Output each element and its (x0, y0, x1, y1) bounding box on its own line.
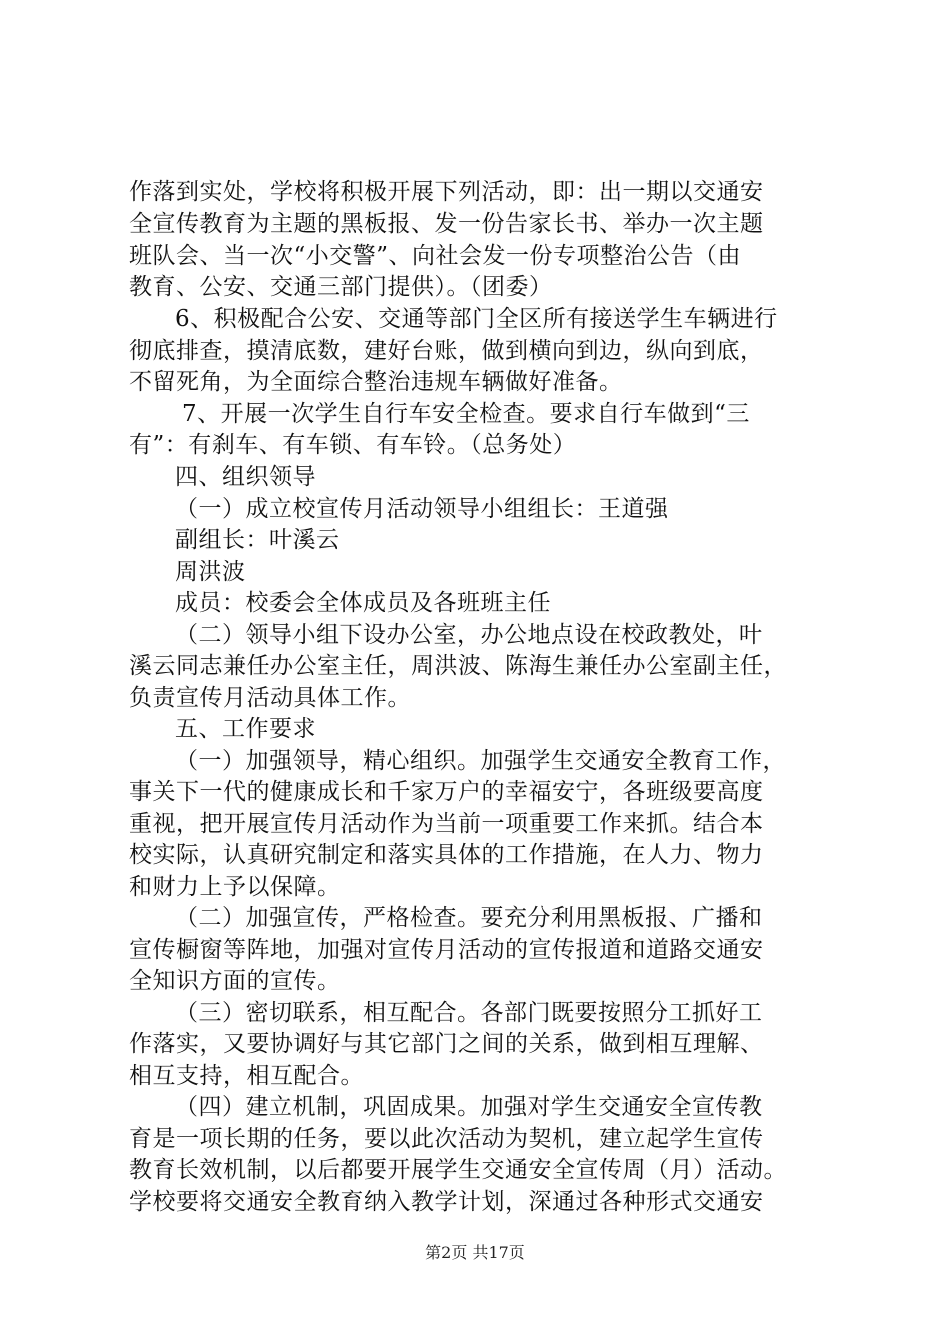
text-line: 彻底排查，摸清底数，建好台账，做到横向到边，纵向到底， (129, 338, 764, 364)
text-line: 校实际，认真研究制定和落实具体的工作措施，在人力、物力 (129, 842, 764, 868)
text-line: 宣传橱窗等阵地，加强对宣传月活动的宣传报道和道路交通安 (129, 937, 764, 963)
text-line: 副组长：叶溪云 (175, 527, 340, 553)
text-line: 和财力上予以保障。 (129, 874, 341, 900)
page-number: 第2页 共17页 (425, 1243, 525, 1262)
text-line: 全宣传教育为主题的黑板报、发一份告家长书、举办一次主题 (129, 211, 764, 237)
text-line: 教育长效机制，以后都要开展学生交通安全宣传周（月）活动。 (129, 1157, 787, 1183)
text-line: （四）建立机制，巩固成果。加强对学生交通安全宣传教 (175, 1094, 763, 1120)
text-line: 全知识方面的宣传。 (129, 968, 341, 994)
text-line: （一）成立校宣传月活动领导小组组长：王道强 (175, 496, 669, 522)
section-heading: 四、组织领导 (175, 464, 316, 490)
text-line: 周洪波 (175, 559, 246, 585)
text-line: 7、开展一次学生自行车安全检查。要求自行车做到“三 (182, 401, 750, 427)
text-line: 学校要将交通安全教育纳入教学计划，深通过各种形式交通安 (129, 1189, 764, 1215)
text-line: 教育、公安、交通三部门提供）。（团委） (129, 274, 553, 300)
text-line: 作落实，又要协调好与其它部门之间的关系，做到相互理解、 (129, 1031, 764, 1057)
text-line: 溪云同志兼任办公室主任，周洪波、陈海生兼任办公室副主任， (129, 653, 787, 679)
text-line: 成员：校委会全体成员及各班班主任 (175, 590, 551, 616)
text-line: （一）加强领导，精心组织。加强学生交通安全教育工作， (175, 748, 786, 774)
text-line: 6、积极配合公安、交通等部门全区所有接送学生车辆进行 (175, 306, 778, 332)
text-line: 不留死角，为全面综合整治违规车辆做好准备。 (129, 369, 623, 395)
text-line: 相互支持，相互配合。 (129, 1063, 364, 1089)
text-line: 重视，把开展宣传月活动作为当前一项重要工作来抓。结合本 (129, 811, 764, 837)
text-line: （二）领导小组下设办公室，办公地点设在校政教处，叶 (175, 622, 763, 648)
text-line: 负责宣传月活动具体工作。 (129, 685, 411, 711)
text-line: 作落到实处，学校将积极开展下列活动，即：出一期以交通安 (129, 179, 764, 205)
text-line: 有”：有刹车、有车锁、有车铃。（总务处） (129, 432, 577, 458)
text-line: 班队会、当一次“小交警”、向社会发一份专项整治公告（由 (129, 243, 742, 269)
text-line: （二）加强宣传，严格检查。要充分利用黑板报、广播和 (175, 905, 763, 931)
text-line: 育是一项长期的任务，要以此次活动为契机，建立起学生宣传 (129, 1126, 764, 1152)
section-heading: 五、工作要求 (175, 716, 316, 742)
text-line: （三）密切联系，相互配合。各部门既要按照分工抓好工 (175, 1000, 763, 1026)
text-line: 事关下一代的健康成长和千家万户的幸福安宁，各班级要高度 (129, 779, 764, 805)
